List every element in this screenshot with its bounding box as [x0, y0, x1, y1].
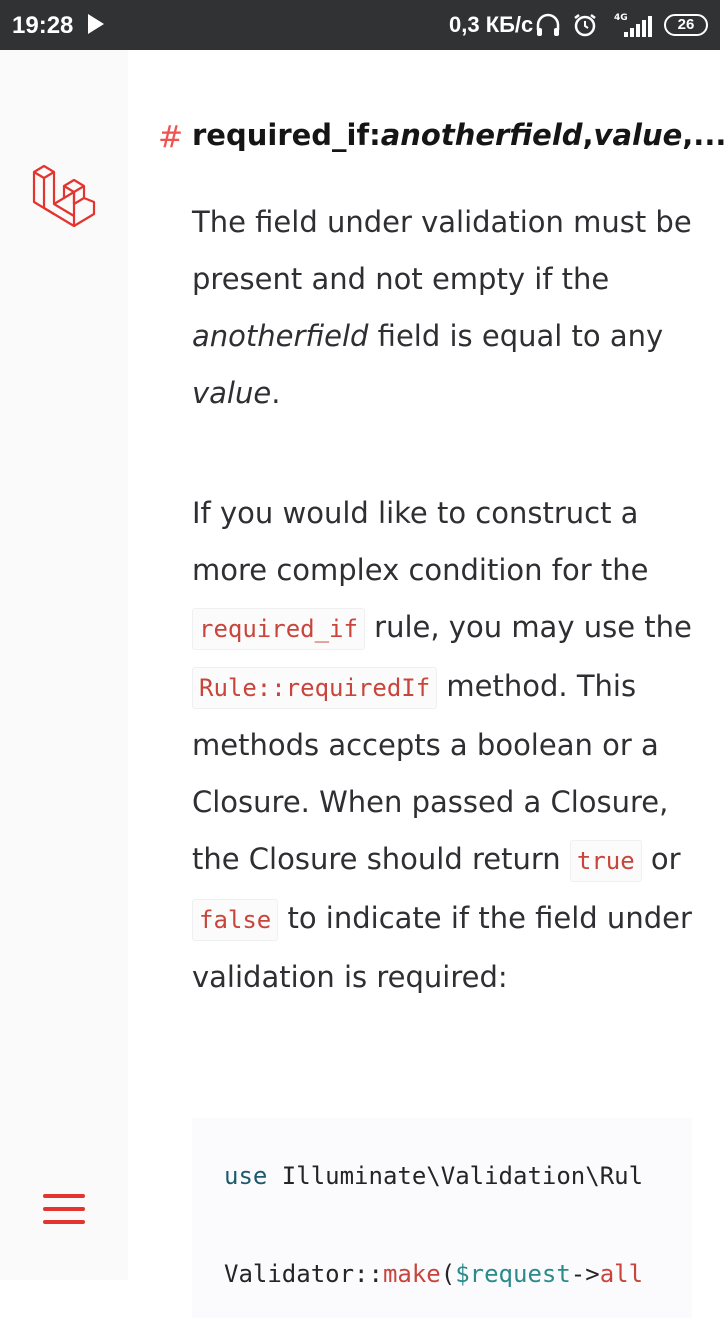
heading-param-anotherfield: anotherfield [380, 118, 583, 152]
sidebar [0, 50, 128, 1280]
network-type-label: 4G [614, 13, 628, 23]
hamburger-menu-icon[interactable] [43, 1194, 85, 1226]
code-line-1 [224, 1162, 643, 1190]
rule-method-paragraph [192, 485, 692, 1006]
p2-text-3: method. This methods accepts a boolean or a Closure. When passed a Closure, the Closure should return [192, 669, 669, 876]
p2-text-2: rule, you may use the [364, 610, 692, 644]
heading-rest: ,... [682, 118, 726, 152]
code-method-make: make [382, 1260, 441, 1288]
code-namespace: Illuminate\Validation\Rul [267, 1162, 644, 1190]
code-block[interactable] [192, 1118, 692, 1318]
play-icon [88, 14, 104, 34]
code-keyword-use: use [224, 1162, 268, 1190]
main-content [128, 50, 726, 1288]
inline-code-required-if: required_if [192, 608, 365, 650]
p2-text-4: or [641, 842, 681, 876]
p1-emphasis-anotherfield: anotherfield [192, 319, 369, 353]
anchor-link[interactable]: # [158, 120, 184, 155]
heading-separator: , [582, 118, 594, 152]
p1-text-2: field is equal to any [368, 319, 664, 353]
code-paren: ( [440, 1260, 456, 1288]
heading-param-value: value [593, 118, 683, 152]
inline-code-true: true [570, 840, 642, 882]
code-line-2 [224, 1260, 643, 1288]
status-time: 19:28 [12, 12, 74, 39]
inline-code-rule-requiredif: Rule::requiredIf [192, 667, 437, 709]
p1-text-1: The field under validation must be present and not empty if the [192, 205, 692, 296]
p2-text-5: to indicate if the field under validation is required: [192, 901, 692, 994]
code-arrow: -> [570, 1260, 600, 1288]
p2-text-1: If you would like to construct a more complex condition for the [192, 496, 649, 587]
battery-level: 26 [677, 16, 695, 33]
description-paragraph [192, 194, 692, 422]
p1-emphasis-value: value [192, 376, 272, 410]
signal-icon [610, 10, 654, 40]
code-class: Validator:: [224, 1260, 383, 1288]
laravel-logo-icon[interactable] [30, 162, 98, 230]
alarm-icon [572, 12, 598, 38]
code-variable-request: $request [455, 1260, 571, 1288]
code-method-all: all [599, 1260, 644, 1288]
inline-code-false: false [192, 899, 278, 941]
heading-rule: required_if: [192, 118, 381, 152]
rule-heading [192, 118, 726, 152]
status-bar [0, 0, 720, 50]
battery-icon [664, 14, 708, 36]
headphones-icon [535, 12, 561, 38]
network-speed: 0,3 КБ/с [449, 12, 534, 37]
p1-text-3: . [271, 376, 281, 410]
